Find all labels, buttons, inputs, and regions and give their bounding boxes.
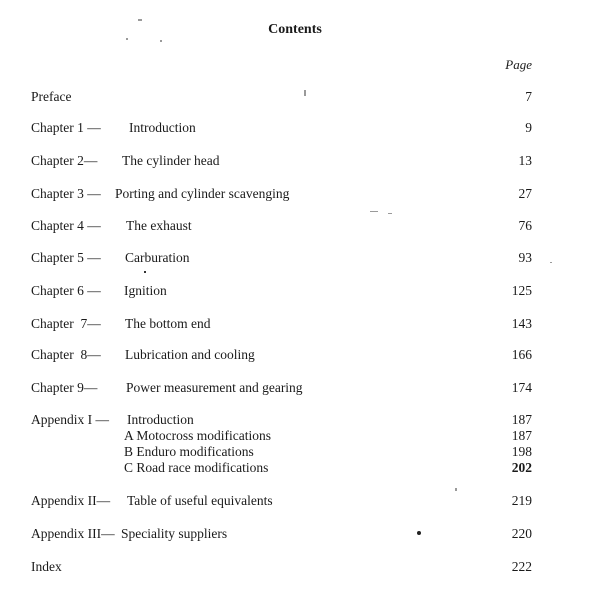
toc-label: Chapter 4 — xyxy=(31,218,101,233)
toc-page-number: 166 xyxy=(511,347,532,362)
toc-entry-appendix-iii xyxy=(31,525,532,543)
toc-topic: A Motocross modifications xyxy=(124,428,271,443)
toc-entry-chapter-4 xyxy=(31,217,532,235)
toc-page-number: 9 xyxy=(525,120,532,135)
toc-page-number: 76 xyxy=(518,218,532,233)
scan-speck xyxy=(144,271,146,273)
toc-topic: Ignition xyxy=(124,283,167,298)
toc-entry-chapter-2 xyxy=(31,152,532,170)
toc-label: Chapter 7— xyxy=(31,316,101,331)
toc-topic: Power measurement and gearing xyxy=(126,380,303,395)
toc-entry-preface xyxy=(31,88,532,106)
toc-page-number: 187 xyxy=(511,412,532,427)
toc-entry-chapter-3 xyxy=(31,185,532,203)
page-column-header: Page xyxy=(505,57,532,72)
toc-entry-appendix-ii xyxy=(31,492,532,510)
scan-speck xyxy=(304,90,306,96)
toc-page-number: 13 xyxy=(518,153,532,168)
toc-entry-chapter-9 xyxy=(31,379,532,397)
toc-entry-chapter-6 xyxy=(31,282,532,300)
toc-subentry-road-race xyxy=(124,460,532,476)
toc-page-number: 143 xyxy=(511,316,532,331)
toc-page-number: 174 xyxy=(511,380,532,395)
scan-speck xyxy=(388,213,392,214)
toc-page-number: 219 xyxy=(511,493,532,508)
toc-topic: Speciality suppliers xyxy=(121,526,228,541)
toc-topic: The cylinder head xyxy=(122,153,220,168)
toc-page-number: 198 xyxy=(511,444,532,459)
toc-entry-index xyxy=(31,558,532,576)
toc-label: Chapter 6 — xyxy=(31,283,101,298)
toc-entry-chapter-8 xyxy=(31,346,532,364)
scan-speck xyxy=(126,38,128,40)
toc-topic: Table of useful equivalents xyxy=(127,493,273,508)
toc-entry-chapter-5 xyxy=(31,249,532,267)
toc-topic: Introduction xyxy=(127,412,194,427)
toc-entry-chapter-7 xyxy=(31,315,532,333)
toc-page-number: 125 xyxy=(511,283,532,298)
toc-label: Chapter 9— xyxy=(31,380,98,395)
toc-label: Appendix II— xyxy=(31,493,111,508)
toc-subentry-motocross xyxy=(124,428,532,444)
toc-topic: Porting and cylinder scavenging xyxy=(115,186,290,201)
toc-topic: The exhaust xyxy=(126,218,192,233)
scan-speck xyxy=(138,19,142,21)
scan-speck xyxy=(455,488,457,491)
toc-label: Preface xyxy=(31,89,72,104)
toc-label: Chapter 8— xyxy=(31,347,101,362)
scan-speck xyxy=(160,40,162,42)
toc-topic: Carburation xyxy=(125,250,190,265)
toc-page-number: 202 xyxy=(511,460,532,475)
toc-topic: B Enduro modifications xyxy=(124,444,254,459)
toc-topic: Introduction xyxy=(129,120,196,135)
toc-subentry-enduro xyxy=(124,444,532,460)
toc-page-number: 7 xyxy=(525,89,532,104)
toc-label: Chapter 2— xyxy=(31,153,98,168)
scan-speck xyxy=(550,262,552,263)
toc-label: Appendix III— xyxy=(31,526,115,541)
toc-topic: C Road race modifications xyxy=(124,460,269,475)
page-title: Contents xyxy=(268,22,322,37)
toc-label: Chapter 3 — xyxy=(31,186,101,201)
toc-entry-appendix-i xyxy=(31,411,532,429)
toc-page-number: 222 xyxy=(511,559,532,574)
toc-page-number: 187 xyxy=(511,428,532,443)
toc-topic: The bottom end xyxy=(125,316,211,331)
toc-label: Appendix I — xyxy=(31,412,109,427)
toc-page-number: 93 xyxy=(518,250,532,265)
scan-speck xyxy=(417,531,421,535)
toc-label: Chapter 5 — xyxy=(31,250,101,265)
scan-speck xyxy=(370,211,378,212)
toc-label: Index xyxy=(31,559,62,574)
toc-page-number: 27 xyxy=(518,186,532,201)
toc-entry-chapter-1 xyxy=(31,119,532,137)
toc-topic: Lubrication and cooling xyxy=(125,347,255,362)
toc-page-number: 220 xyxy=(511,526,532,541)
toc-label: Chapter 1 — xyxy=(31,120,101,135)
